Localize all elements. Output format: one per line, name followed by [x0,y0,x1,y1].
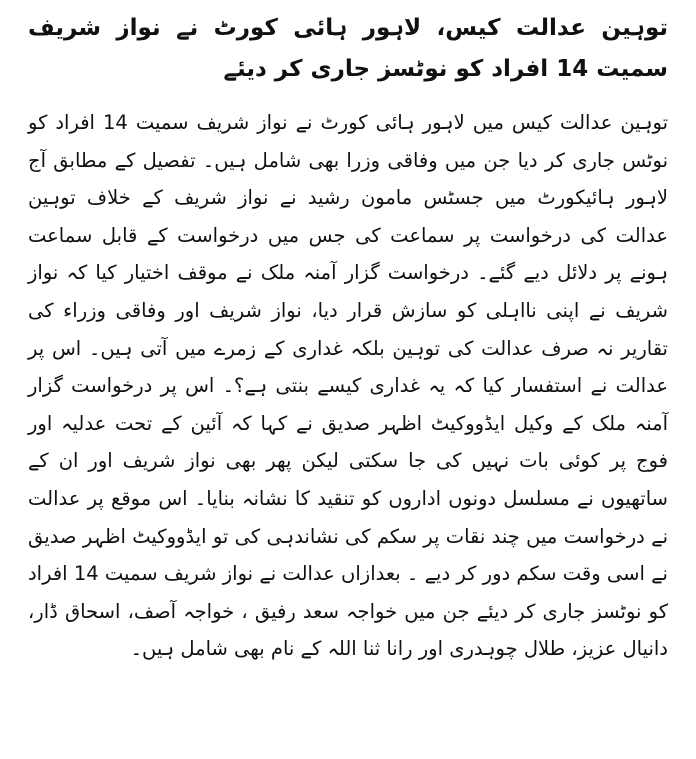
news-article [28,8,668,668]
article-headline: توہین عدالت کیس، لاہور ہائی کورٹ نے نواز شریف سمیت 14 افراد کو نوٹسز جاری کر دیئے [28,15,668,82]
article-body: توہین عدالت کیس میں لاہور ہائی کورٹ نے نواز شریف سمیت 14 افراد کو نوٹس جاری کر دیا جن میں وفاقی وزرا بھی شامل ہیں۔ تفصیل کے مطابق آج لاہور ہائیکورٹ میں جسٹس مامون رشید نے نواز شریف کے خلاف توہین عدالت کی درخواست پر سماعت کی جس میں درخواست کے قابل سماعت ہونے پر دلائل دیے گئے۔ درخواست گزار آمنہ ملک نے موقف اختیار کیا کہ نواز شریف نے اپنی نااہلی کو سازش قرار دیا، نواز شریف اور وفاقی وزراء کی تقاریر نہ صرف عدالت کی توہین بلکہ غداری کے زمرے میں آتی ہیں۔ اس پر عدالت نے استفسار کیا کہ یہ غداری کیسے بنتی ہے؟۔ اس پر درخواست گزار آمنہ ملک کے وکیل ایڈووکیٹ اظہر صدیق نے کہا کہ آئین کے تحت عدلیہ اور فوج پر کوئی بات نہیں کی جا سکتی لیکن پھر بھی نواز شریف اور ان کے ساتھیوں نے مسلسل دونوں اداروں کو تنقید کا نشانہ بنایا۔ اس موقع پر عدالت نے درخواست میں چند نقات پر سکم کی نشاندہی کی تو ایڈووکیٹ اظہر صدیق نے اسی وقت سکم دور کر دیے ۔ بعدازاں عدالت نے نواز شریف سمیت 14 افراد کو نوٹسز جاری کر دیئے جن میں خواجہ سعد رفیق ، خواجہ آصف، اسحاق ڈار، دانیال عزیز، طلال چوہدری اور رانا ثنا اللہ کے نام بھی شامل ہیں۔ [28,111,668,661]
